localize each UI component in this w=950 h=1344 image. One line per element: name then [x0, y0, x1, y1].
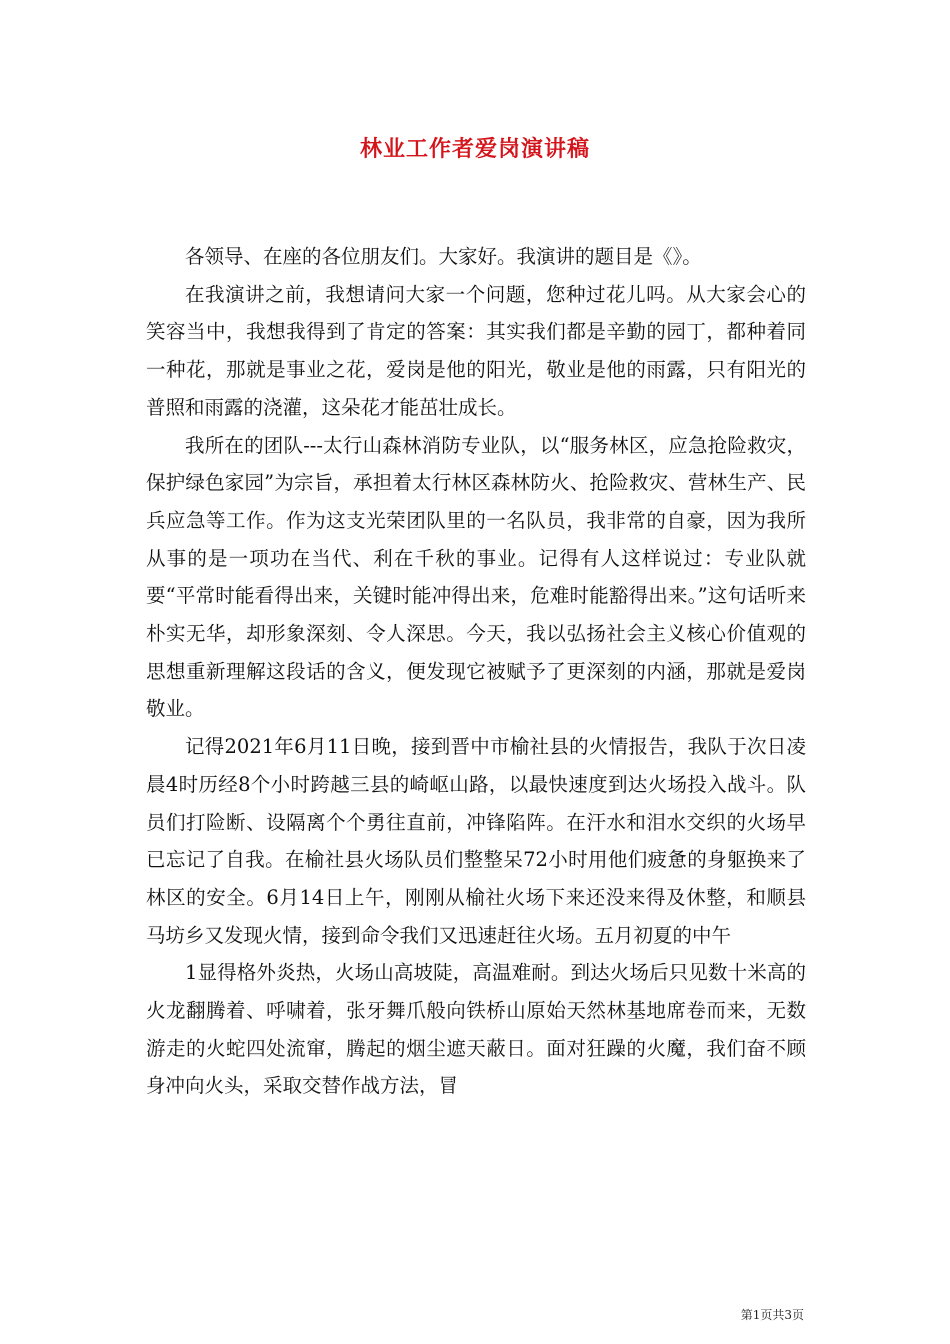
paragraph: 记得2021年6月11日晚，接到晋中市榆社县的火情报告，我队于次日凌晨4时历经8个小时跨越三县的崎岖山路，以最快速度到达火场投入战斗。队员们打险断、设隔离个个勇往直前，冲锋陷阵。在汗水和泪水交织的火场早已忘记了自我。在榆社县火场队员们整整呆72小时用他们疲惫的身躯换来了林区的安全。6月14日上午，刚刚从榆社火场下来还没来得及休整，和顺县马坊乡又发现火情，接到命令我们又迅速赶往火场。五月初夏的中午: [146, 735, 806, 947]
paragraph: 各领导、在座的各位朋友们。大家好。我演讲的题目是《》。: [185, 245, 702, 268]
document-title: 林业工作者爱岗演讲稿: [359, 136, 590, 162]
document-body: [146, 238, 806, 1105]
page-number-footer: 第1页共3页: [740, 1308, 804, 1322]
paragraph: 我所在的团队---太行山森林消防专业队，以“服务林区，应急抢险救灾，保护绿色家园”为宗旨，承担着太行林区森林防火、抢险救灾、营林生产、民兵应急等工作。作为这支光荣团队里的一名队员，我非常的自豪，因为我所从事的是一项功在当代、利在千秋的事业。记得有人这样说过：专业队就要“平常时能看得出来，关键时能冲得出来，危难时能豁得出来。”这句话听来朴实无华，却形象深刻、令人深思。今天，我以弘扬社会主义核心价值观的思想重新理解这段话的含义，便发现它被赋予了更深刻的内涵，那就是爱岗敬业。: [146, 433, 806, 721]
paragraph: 在我演讲之前，我想请问大家一个问题，您种过花儿吗。从大家会心的笑容当中，我想我得到了肯定的答案：其实我们都是辛勤的园丁，都种着同一种花，那就是事业之花，爱岗是他的阳光，敬业是他的雨露，只有阳光的普照和雨露的浇灌，这朵花才能茁壮成长。: [146, 282, 806, 419]
paragraph: 1显得格外炎热，火场山高坡陡，高温难耐。到达火场后只见数十米高的火龙翻腾着、呼啸着，张牙舞爪般向铁桥山原始天然林基地席卷而来，无数游走的火蛇四处流窜，腾起的烟尘遮天蔽日。面对狂躁的火魔，我们奋不顾身冲向火头，采取交替作战方法，冒: [146, 961, 806, 1098]
